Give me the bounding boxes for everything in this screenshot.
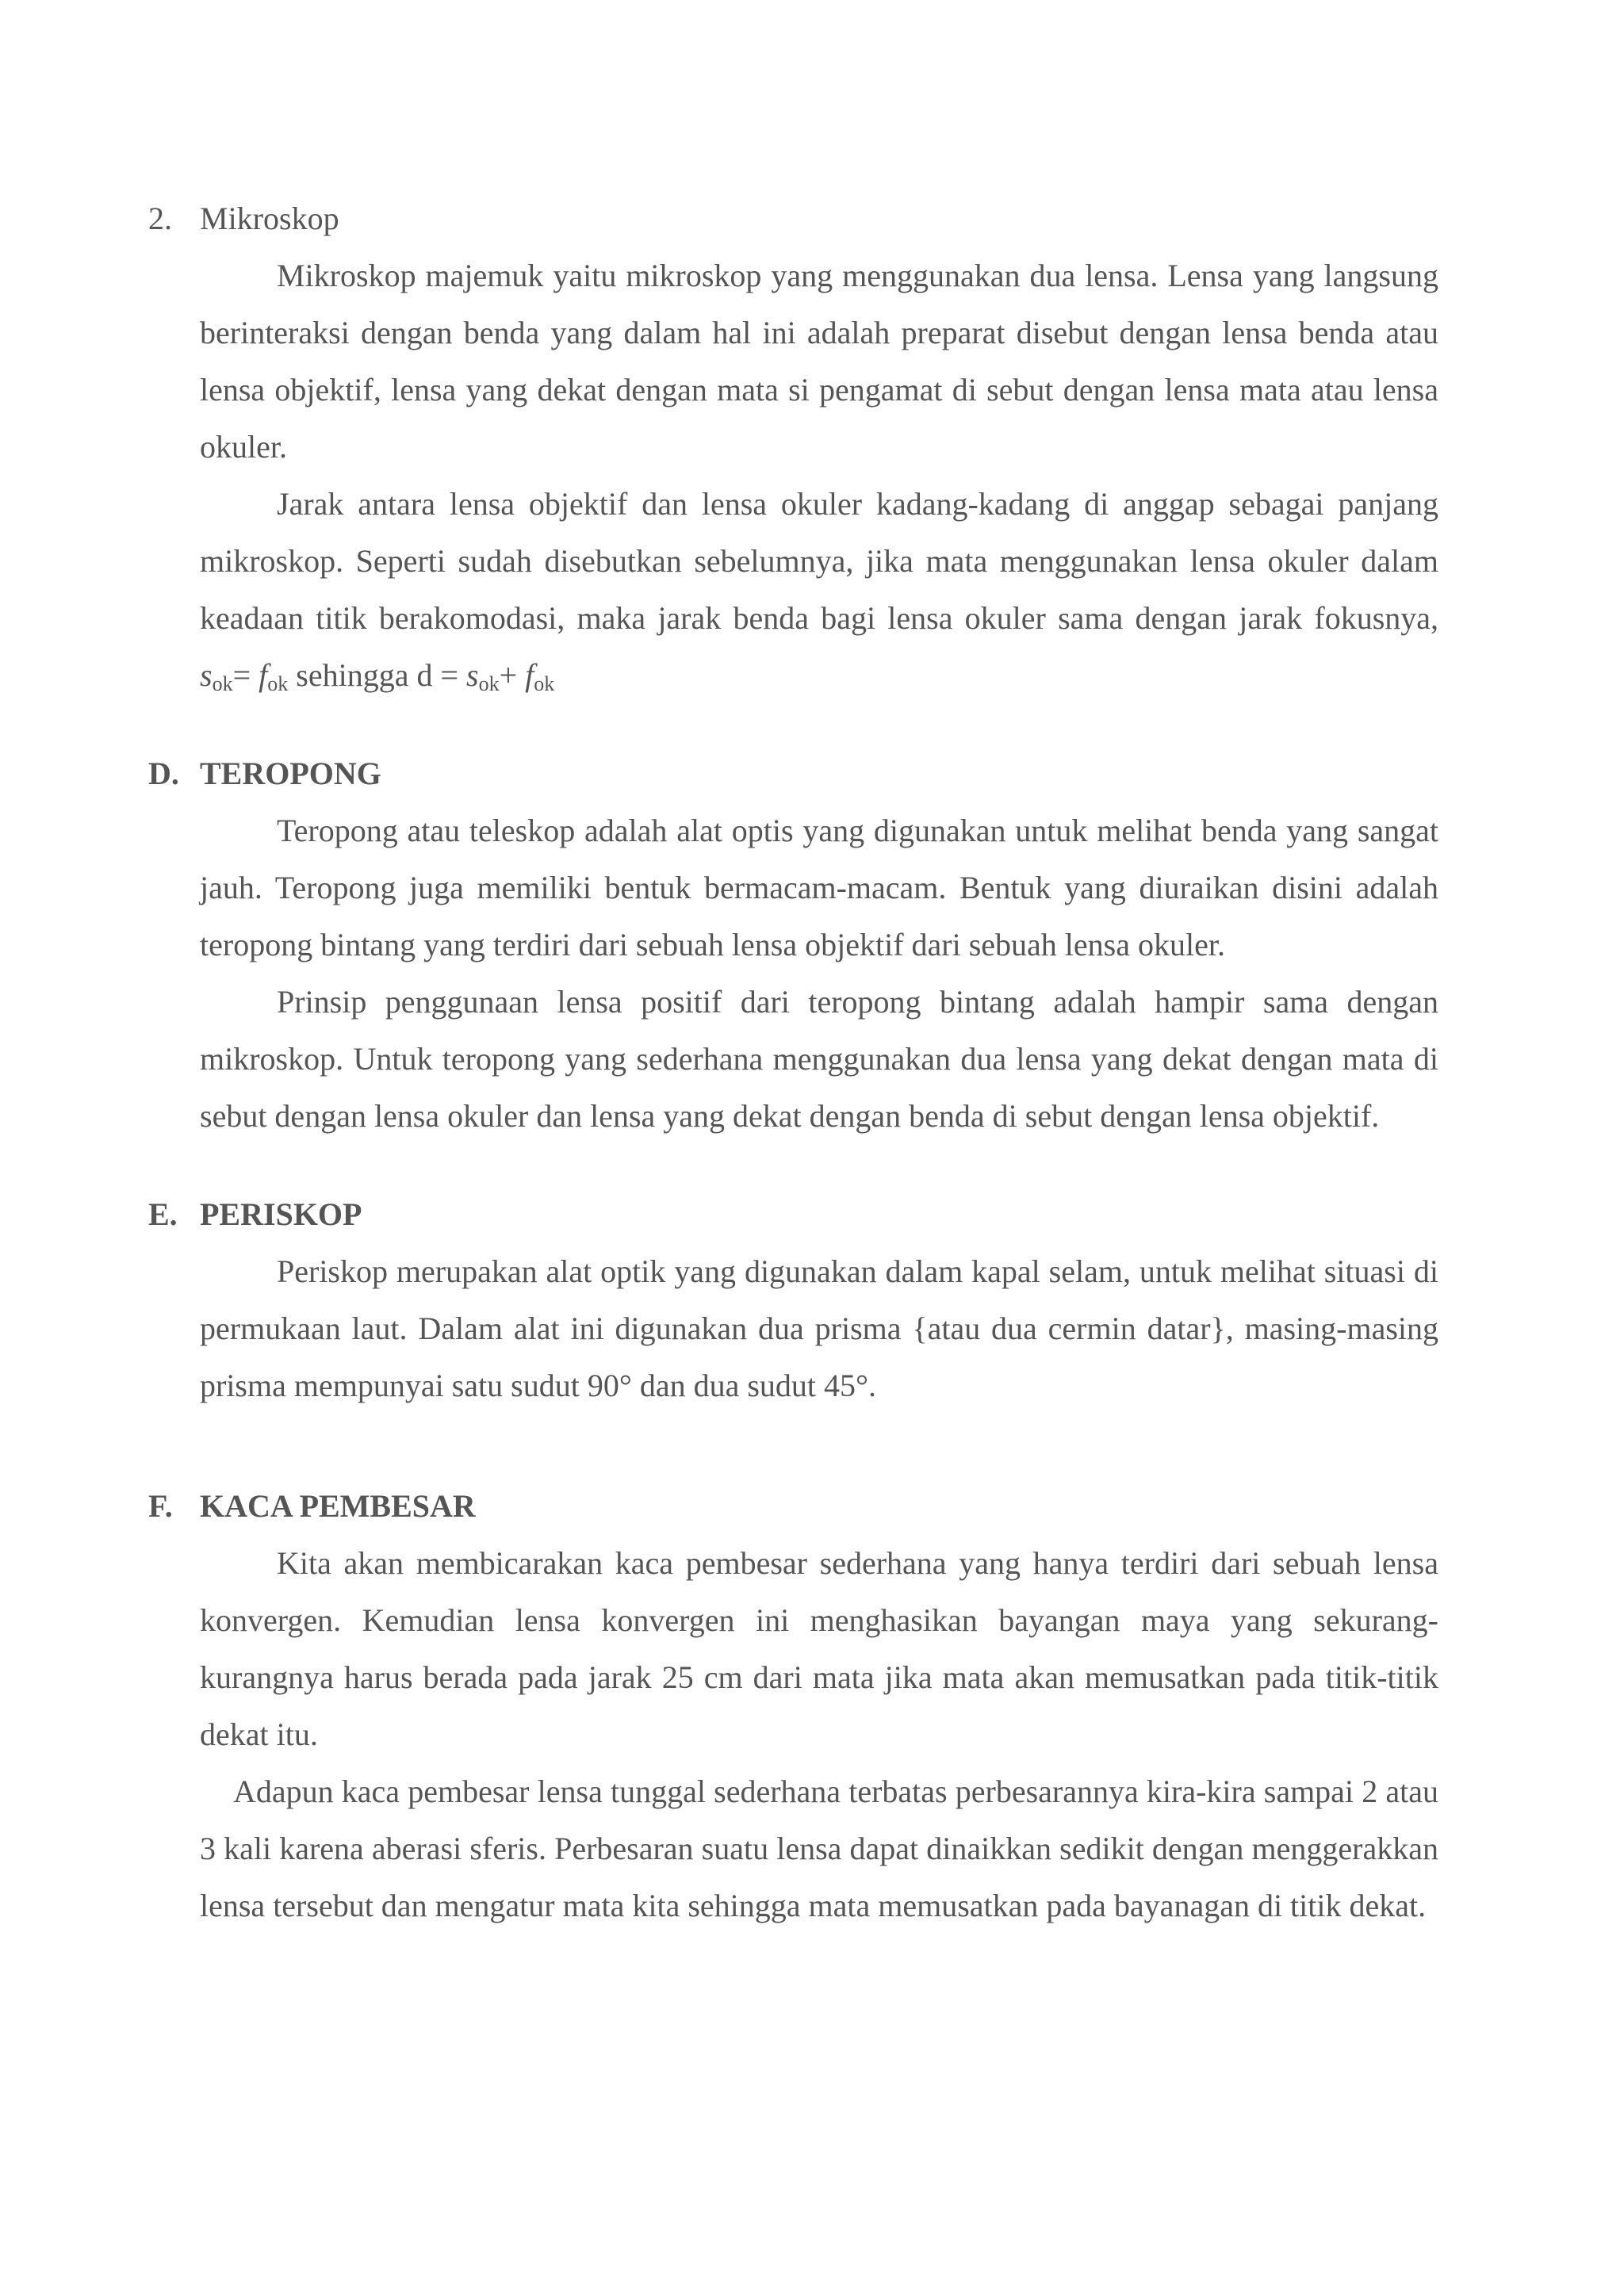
formula-mid: sehingga d = bbox=[288, 657, 467, 693]
paragraph-mikroskop-2-text: Jarak antara lensa objektif dan lensa okuler kadang-kadang di anggap sebagai panjang mikroskop. Seperti sudah disebutkan sebelumnya, jika mata menggunakan lensa okuler dalam keadaan titik berakomodasi, maka jarak benda bagi lensa okuler sama dengan jarak bbox=[200, 486, 1438, 636]
section-title: TEROPONG bbox=[200, 756, 381, 791]
formula-ok-subscript: ok bbox=[212, 672, 233, 695]
formula-s-symbol: s bbox=[466, 657, 479, 693]
formula-plus: + bbox=[499, 657, 526, 693]
formula-ok-subscript: ok bbox=[267, 672, 289, 695]
formula-lead: fokusnya, bbox=[1314, 600, 1439, 636]
paragraph-periskop-1: Periskop merupakan alat optik yang digunakan dalam kapal selam, untuk melihat situasi di permukaan laut. Dalam alat ini digunakan dua prisma {atau dua cermin datar}, masing-masing prisma mempunyai satu sudut 90° dan dua sudut 45°. bbox=[200, 1253, 1438, 1403]
formula-f-symbol: f bbox=[525, 657, 534, 693]
subsection-number: 2. bbox=[148, 201, 172, 236]
subsection-heading-mikroskop bbox=[148, 190, 1438, 247]
section-heading-teropong bbox=[148, 745, 1438, 802]
section-title: KACA PEMBESAR bbox=[200, 1488, 476, 1524]
section-spacer bbox=[148, 1145, 1438, 1186]
subsection-title: Mikroskop bbox=[200, 201, 339, 236]
section-letter: D. bbox=[148, 756, 179, 791]
paragraph-teropong-2: Prinsip penggunaan lensa positif dari teropong bintang adalah hampir sama dengan mikroskop. Untuk teropong yang sederhana menggunakan dua lensa yang dekat dengan mata di sebut dengan lensa okuler dan lensa yang dekat dengan benda di sebut dengan lensa objektif. bbox=[200, 984, 1438, 1134]
formula-equals: = bbox=[232, 657, 259, 693]
formula-ok-subscript: ok bbox=[478, 672, 500, 695]
section-title: PERISKOP bbox=[200, 1196, 362, 1232]
section-spacer bbox=[148, 704, 1438, 745]
page-content bbox=[148, 190, 1438, 1934]
section-heading-kaca-pembesar bbox=[148, 1478, 1438, 1535]
section-heading-periskop bbox=[148, 1186, 1438, 1243]
paragraph-kaca-pembesar-1: Kita akan membicarakan kaca pembesar sederhana yang hanya terdiri dari sebuah lensa konvergen. Kemudian lensa konvergen ini menghasikan bayangan maya yang sekurang-kurangnya harus berada pada jarak 25 cm dari mata jika mata akan memusatkan pada titik-titik dekat itu. bbox=[200, 1545, 1438, 1752]
section-spacer bbox=[148, 1414, 1438, 1478]
formula-f-symbol: f bbox=[259, 657, 268, 693]
formula-s-symbol: s bbox=[200, 657, 213, 693]
section-letter: F. bbox=[148, 1488, 173, 1524]
paragraph-teropong-1: Teropong atau teleskop adalah alat optis yang digunakan untuk melihat benda yang sangat jauh. Teropong juga memiliki bentuk bermacam-macam. Bentuk yang diuraikan disini adalah teropong bintang yang terdiri dari sebuah lensa objektif dari sebuah lensa okuler. bbox=[200, 813, 1438, 962]
formula-ok-subscript: ok bbox=[534, 672, 555, 695]
section-letter: E. bbox=[148, 1196, 178, 1232]
paragraph-mikroskop-1: Mikroskop majemuk yaitu mikroskop yang menggunakan dua lensa. Lensa yang langsung berinteraksi dengan benda yang dalam hal ini adalah preparat disebut dengan lensa benda atau lensa objektif, lensa yang dekat dengan mata si pengamat di sebut dengan lensa mata atau lensa okuler. bbox=[200, 258, 1438, 465]
paragraph-kaca-pembesar-2: Adapun kaca pembesar lensa tunggal sederhana terbatas perbesarannya kira-kira sampai 2 atau 3 kali karena aberasi sferis. Perbesaran suatu lensa dapat dinaikkan sedikit dengan menggerakkan lensa tersebut dan mengatur mata kita sehingga mata memusatkan pada bayanagan di titik dekat. bbox=[200, 1774, 1438, 1923]
paragraph-mikroskop-2 bbox=[200, 476, 1438, 704]
